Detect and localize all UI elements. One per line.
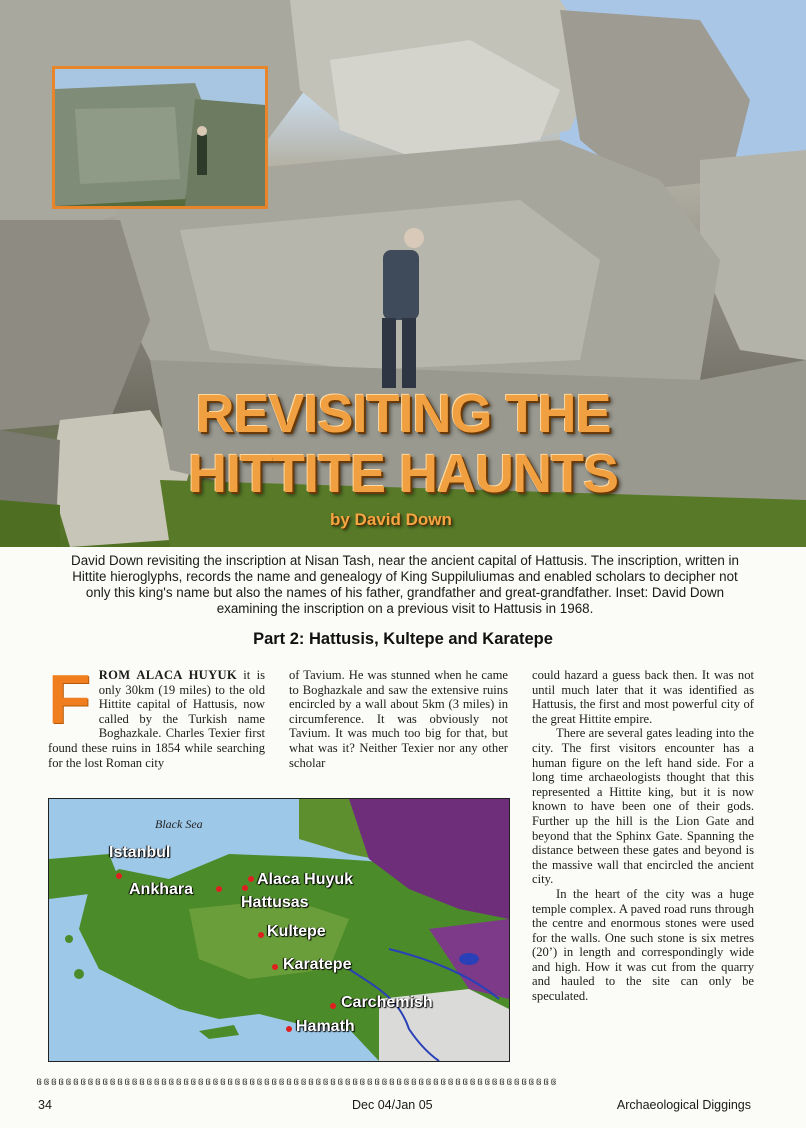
hero-photo (0, 0, 806, 547)
drop-cap: F (48, 660, 91, 738)
map-label-hattusas: Hattusas (241, 894, 309, 911)
map-figure (48, 798, 510, 1062)
map-label-kultepe: Kultepe (267, 923, 326, 940)
col1-text: it is only 30km (19 miles) to the old Hittite capital of Hattusis, now called by the Turkish name Boghazkale. Charles Texier first found these ruins in 1854 while searching for the lost Roman city (48, 668, 265, 770)
col1-paragraph (48, 660, 265, 770)
map-label-ankhara: Ankhara (129, 881, 194, 898)
photo-caption: David Down revisiting the inscription at Nisan Tash, near the ancient capital of Hattusis. The inscription, written in Hittite hieroglyphs, records the name and genealogy of King Suppiluliumas and enabled scholars to decipher not only this king's name but also the names of his father, grandfather and great-grandfather. Inset: David Down examining the inscription on a previous visit to Hattusis in 1968. (71, 553, 739, 616)
col3-paragraph-3: In the heart of the city was a huge temple complex. A paved road runs through the centre and enormous stones were used for the walls. One such stone is six metres (20’) in length and correspondingly wide and high. How it was cut from the quarry and hauled to the site can only be speculated. (532, 886, 754, 1004)
col3-paragraph-2: There are several gates leading into the city. The first visitors encounter has a human figure on the left hand side. For a long time archaeologists thought that this represented a Hittite king, but it is now known to have been one of their gods. Further up the hill is the Lion Gate and beyond that the Sphinx Gate. Spanning the distance between these gates and beyond is the massive wall that encircled the ancient city. (532, 726, 754, 887)
column-2 (289, 668, 508, 770)
map-label-karatepe: Karatepe (283, 956, 352, 973)
map-label-carchemish: Carchemish (341, 994, 433, 1011)
inset-photo (52, 66, 268, 209)
map-label-black-sea: Black Sea (155, 817, 203, 831)
title-line-1: REVISITING THE (195, 384, 611, 444)
magazine-name: Archaeological Diggings (616, 1098, 751, 1112)
col3-paragraph-1: could hazard a guess back then. It was not until much later that it was identified as Hattusis, the first and most powerful city of the great Hittite empire. (532, 668, 754, 726)
lead-smallcaps: ROM ALACA HUYUK (98, 668, 237, 682)
title-line-2: HITTITE HAUNTS (188, 444, 618, 504)
col2-paragraph: of Tavium. He was stunned when he came to Boghazkale and saw the extensive ruins encircled by a wall about 5km (3 miles) in circumference. It was obviously not Tavium. It was much too big for that, but what was it? Neither Texier nor any other scholar (289, 668, 508, 770)
part-heading: Part 2: Hattusis, Kultepe and Karatepe (253, 630, 553, 648)
map-label-istanbul: Istanbul (109, 844, 171, 861)
map-label-alaca-huyuk: Alaca Huyuk (257, 871, 354, 888)
map-label-hamath: Hamath (296, 1018, 355, 1035)
byline: by David Down (330, 510, 452, 529)
issue-date: Dec 04/Jan 05 (352, 1098, 433, 1112)
column-1 (48, 660, 265, 770)
footer-ornament: ឲឲឲឲឲឲឲឲឲឲឲឲឲឲឲឲឲឲឲឲឲឲឲឲឲឲឲឲឲឲឲឲឲឲឲឲឲឲឲឲឲឲឲឲឲឲឲឲឲឲឲឲឲឲឲឲឲឲឲឲឲឲឲឲឲឲឲឲឲឲឲ (36, 1078, 558, 1088)
page-number: 34 (38, 1098, 52, 1112)
column-3 (532, 668, 754, 1004)
inset-scene (55, 69, 265, 206)
